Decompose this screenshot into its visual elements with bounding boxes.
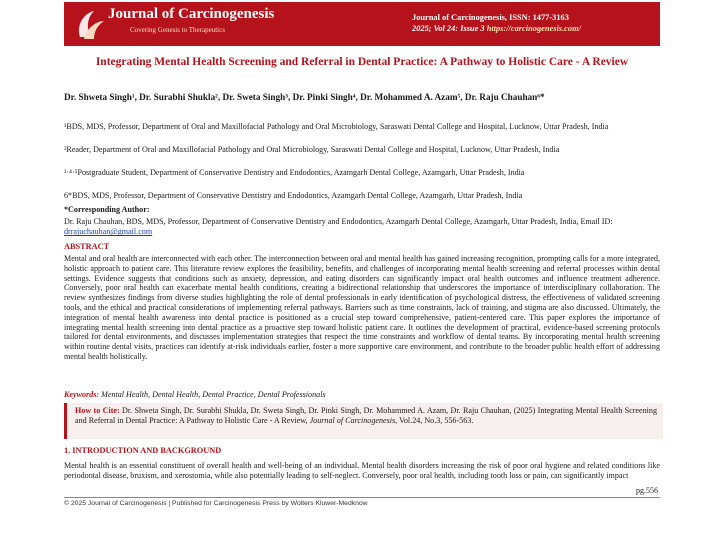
cite-text: Dr. Shweta Singh, Dr. Surabhi Shukla, Dr. Sweta Singh, Dr. Pinki Singh, Dr. Mohammed A. Azam, Dr. Raju Chauhan, (2025) Integrating Mental Health Screening and Referral in Dental Practice: A Pathway to Holistic Care - A Review,	[75, 406, 658, 425]
abstract-heading: ABSTRACT	[64, 242, 110, 251]
cite-label: How to Cite:	[75, 406, 120, 415]
cite-tail: , Vol.24, No.3, 556-563.	[395, 416, 474, 425]
affiliation-4: 6*BDS, MDS, Professor, Department of Conservative Dentistry and Endodontics, Azamgarh Dental College, Azamgarh, Uttar Pradesh, India	[64, 191, 523, 200]
keywords-text: Mental Health, Dental Health, Dental Practice, Dental Professionals	[99, 390, 326, 399]
journal-tagline: Covering Genesis to Therapeutics	[130, 26, 225, 34]
corresponding-label: *Corresponding Author:	[64, 205, 150, 214]
paper-title: Integrating Mental Health Screening and Referral in Dental Practice: A Pathway to Holistic Care - A Review	[95, 56, 629, 68]
page-number: pg.556	[636, 486, 658, 495]
journal-url[interactable]: https://carcinogenesis.com/	[486, 24, 581, 33]
intro-heading: 1. INTRODUCTION AND BACKGROUND	[64, 446, 222, 455]
author-list: Dr. Shweta Singh¹, Dr. Surabhi Shukla², Dr. Sweta Singh³, Dr. Pinki Singh⁴, Dr. Mohammed A. Azam⁵, Dr. Raju Chauhan⁶*	[64, 92, 545, 102]
volume-line	[412, 23, 652, 34]
abstract-text: Mental and oral health are interconnected with each other. The interconnection between oral and mental health has gained increasing recognition, prompting calls for a more integrated, holistic approach to patient care. This literature review explores the feasibility, benefits, and challenges of incorporating mental health screening and referral processes within dental settings. Evidence suggests that conditions such as anxiety, depression, and eating disorders can significantly impact oral health outcomes and influence treatment adherence. Conversely, poor oral health can exacerbate mental health conditions, creating a bidirectional relationship that underscores the importance of interdisciplinary collaboration. The review synthesizes findings from diverse studies highlighting the role of dental professionals in early identification of psychological distress, the effectiveness of validated screening tools, and the ethical and practical considerations of implementing referral pathways. Barriers such as time constraints, lack of training, and stigma are also discussed. Ultimately, the integration of mental health awareness into dental practice is positioned as a crucial step toward comprehensive, patient-centered care. This paper explores the importance of integrating mental health screening into dental practice as a proactive step toward holistic patient care. It outlines the development of practical, evidence-based screening protocols tailored for dental environments, and discusses implementation strategies that respect the time constraints and workflow of dental teams. By incorporating mental health screening within routine dental visits, practices can identify at-risk individuals earlier, foster a more supportive care environment, and contribute to the broader public health effort of addressing mental health holistically.	[64, 254, 660, 361]
keywords-label: Keywords:	[64, 390, 100, 399]
affiliation-2: ²Reader, Department of Oral and Maxillofacial Pathology and Oral Microbiology, Saraswati Dental College and Hospital, Lucknow, Uttar Pradesh, India	[64, 145, 560, 154]
keywords	[64, 390, 326, 399]
cite-journal: Journal of Carcinogenesis	[309, 416, 396, 425]
footer-text: © 2025 Journal of Carcinogenesis | Published for Carcinogenesis Press by Wolters Kluwer-Medknow	[64, 500, 368, 507]
paper-page	[64, 0, 660, 544]
affiliation-1: ¹BDS, MDS, Professor, Department of Oral and Maxillofacial Pathology and Oral Microbiology, Saraswati Dental College and Hospital, Lucknow, Uttar Pradesh, India	[64, 122, 609, 131]
corresponding-text: Dr. Raju Chauhan, BDS, MDS, Professor, Department of Conservative Dentistry and Endodontics, Azamgarh Dental College, Azamgarh, Uttar Pradesh, India, Email ID:	[64, 217, 613, 226]
corresponding-email-link[interactable]: drrajuchauhan@gmail.com	[64, 227, 153, 237]
corresponding-author	[64, 217, 660, 238]
affiliation-3: ³·⁴·⁵Postgraduate Student, Department of Conservative Dentistry and Endodontics, Azamgarh Dental College, Azamgarh, Uttar Pradesh, India	[64, 168, 525, 177]
cite-paragraph	[75, 406, 657, 426]
footer-divider	[64, 497, 660, 498]
journal-name: Journal of Carcinogenesis	[108, 6, 275, 22]
how-to-cite-box	[64, 403, 663, 439]
journal-info	[412, 12, 652, 34]
volume-text: 2025; Vol 24: Issue 3	[412, 24, 485, 33]
issn-line: Journal of Carcinogenesis, ISSN: 1477-3163	[412, 13, 569, 22]
intro-text: Mental health is an essential constituent of overall health and well-being of an individual. Mental health disorders increasing the risk of poor oral hygiene and related conditions like periodontal disease, bruxism, and xerostomia, while also potentially leading to self-neglect. Conversely, poor oral health, including tooth loss or pain, can significantly impact	[64, 461, 660, 480]
journal-header	[64, 2, 660, 46]
